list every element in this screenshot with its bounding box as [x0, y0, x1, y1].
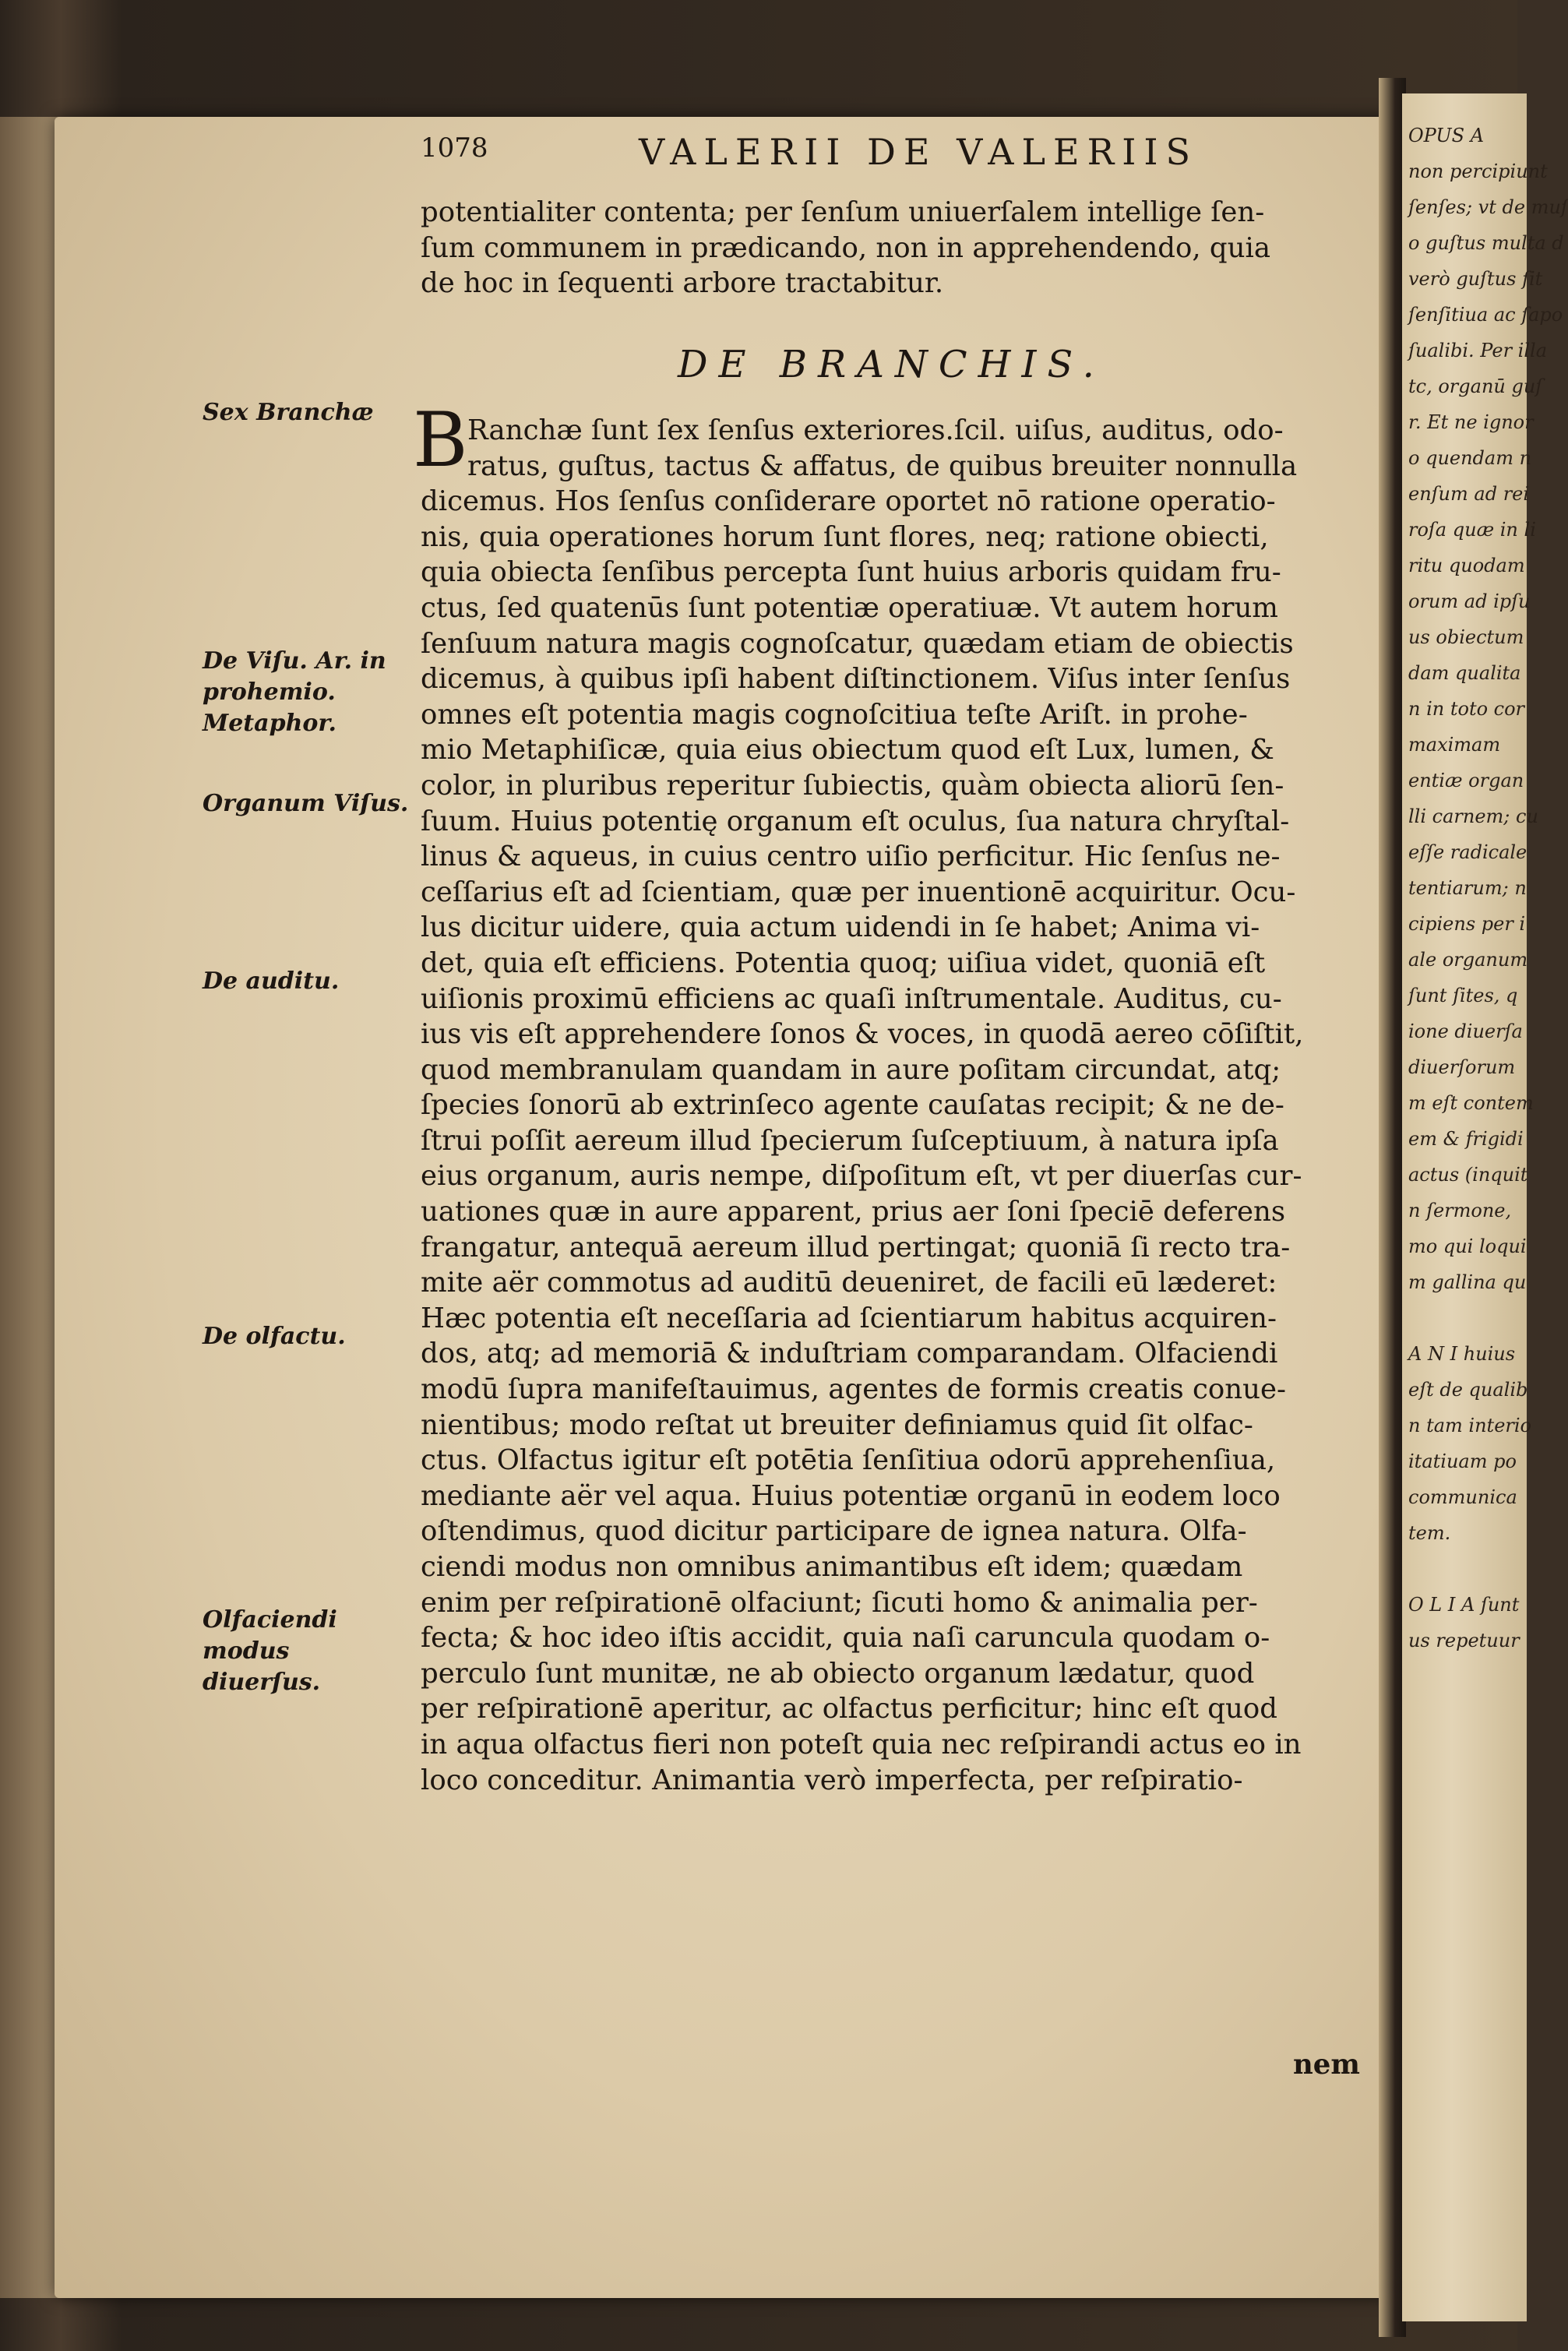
text-line: color, in pluribus reperitur ſubiectis, quàm obiecta aliorū ſen-: [421, 769, 1284, 802]
facing-page-line: us repetuur: [1408, 1630, 1520, 1651]
text-line: Hæc potentia eſt neceſſaria ad ſcientiarum habitus acquiren-: [421, 1302, 1277, 1334]
text-line: quod membranulam quandam in aure poſitam circundat, atq;: [421, 1053, 1281, 1086]
facing-page-line: n in toto cor: [1408, 698, 1525, 720]
facing-page-line: ſenſes; vt de muſ: [1408, 196, 1568, 218]
text-line: ceſſarius eſt ad ſcientiam, quæ per inuentionē acquiritur. Ocu-: [421, 876, 1296, 908]
text-line: det, quia eſt efficiens. Potentia quoq; uiſiua videt, quoniā eſt: [421, 946, 1266, 979]
text-line: modū ſupra manifeſtauimus, agentes de formis creatis conue-: [421, 1373, 1287, 1406]
facing-page-line: cipiens per i: [1408, 913, 1526, 935]
text-line: mio Metaphiſicæ, quia eius obiectum quod eſt Lux, lumen, &: [421, 734, 1274, 767]
facing-page-line: us obiectum: [1408, 626, 1524, 648]
facing-page-line: m eſt contem: [1408, 1092, 1534, 1114]
facing-page-line: O L I A ſunt: [1408, 1594, 1520, 1616]
margin-note: Olfaciendi modus diuerſus.: [203, 1606, 337, 1697]
text-line: mite aër commotus ad auditū deueniret, de facili eū læderet:: [421, 1267, 1277, 1299]
margin-note: De auditu.: [203, 967, 340, 995]
text-line: ctus. Olfactus igitur eſt potētia ſenſitiua odorū apprehenſiua,: [421, 1444, 1276, 1477]
facing-page-line: ale organum: [1408, 949, 1528, 971]
page-number: 1078: [421, 132, 488, 164]
text-line: uationes quæ in aure apparent, prius aer ſoni ſpeciē deferens: [421, 1196, 1286, 1228]
intro-paragraph: [421, 195, 1363, 301]
facing-page-line: o quendam n: [1408, 447, 1532, 469]
facing-page-line: n tam interio: [1408, 1415, 1532, 1436]
text-line: oſtendimus, quod dicitur participare de ignea natura. Olfa-: [421, 1515, 1247, 1548]
text-line: ciendi modus non omnibus animantibus eſt idem; quædam: [421, 1551, 1243, 1583]
facing-page-line: communica: [1408, 1486, 1517, 1508]
facing-page-line: ritu quodam: [1408, 555, 1525, 576]
facing-page-fragment: [1402, 93, 1568, 2321]
facing-page-line: ſunt ſites, q: [1408, 985, 1518, 1006]
text-line: dos, atq; ad memoriā & induſtriam comparandam. Olfaciendi: [421, 1338, 1278, 1370]
margin-note: De olfactu.: [203, 1322, 346, 1350]
drop-cap: B: [413, 397, 468, 484]
text-line: eius organum, auris nempe, diſpoſitum eſt, vt per diuerſas cur-: [421, 1160, 1302, 1193]
text-line: per reſpirationē aperitur, ac olfactus perficitur; hinc eſt quod: [421, 1693, 1277, 1725]
text-line: in aqua olfactus fieri non poteſt quia nec reſpirandi actus eo in: [421, 1728, 1302, 1761]
facing-page-line: mo qui loqui: [1408, 1235, 1527, 1257]
facing-page-line: enſum ad rei: [1408, 483, 1530, 505]
text-line: perculo ſunt munitæ, ne ab obiecto organum lædatur, quod: [421, 1657, 1255, 1690]
facing-page-line: em & frigidi: [1408, 1128, 1524, 1150]
text-line: fecta; & hoc ideo iſtis accidit, quia naſi caruncula quodam o-: [421, 1622, 1270, 1655]
text-line: linus & aqueus, in cuius centro uiſio perficitur. Hic ſenſus ne-: [421, 841, 1281, 873]
facing-page-line: ſenſitiua ac ſapo: [1408, 304, 1563, 326]
text-line: ſenſuum natura magis cognoſcatur, quædam etiam de obiectis: [421, 627, 1294, 660]
facing-page-line: o guſtus multa d: [1408, 232, 1564, 254]
text-line: ius vis eſt apprehendere ſonos & voces, in quodā aereo cōſiſtit,: [421, 1018, 1304, 1051]
facing-page-line: ione diuerſa: [1408, 1020, 1523, 1042]
main-text: [421, 413, 1363, 1798]
facing-page-line: itatiuam po: [1408, 1450, 1517, 1472]
margin-note: De Viſu. Ar. in prohemio. Metaphor.: [203, 647, 386, 738]
text-line: ſpecies ſonorū ab extrinſeco agente cauſatas recipit; & ne de-: [421, 1089, 1284, 1122]
text-line: Ranchæ ſunt ſex ſenſus exteriores.ſcil. uiſus, auditus, odo-: [467, 414, 1284, 446]
text-line: nientibus; modo reſtat ut breuiter definiamus quid ſit olfac-: [421, 1408, 1253, 1441]
text-line: ſuum. Huius potentię organum eſt oculus, ſua natura chryſtal-: [421, 805, 1290, 837]
facing-page-line: entiæ organ: [1408, 770, 1524, 791]
text-line: nis, quia operationes horum ſunt flores, neq; ratione obiecti,: [421, 520, 1269, 553]
margin-note: Sex Branchæ: [203, 399, 374, 426]
text-line: de hoc in ſequenti arbore tractabitur.: [421, 267, 944, 300]
facing-page-line: lli carnem; cu: [1408, 805, 1538, 827]
catchword: nem: [1293, 2049, 1360, 2081]
margin-note: Organum Viſus.: [203, 789, 409, 817]
text-line: enim per reſpirationē olfaciunt; ſicuti homo & animalia per-: [421, 1586, 1258, 1619]
text-line: ctus, ſed quatenūs ſunt potentiæ operatiuæ. Vt autem horum: [421, 591, 1278, 624]
text-line: quia obiecta ſenſibus percepta ſunt huius arboris quidam fru-: [421, 556, 1281, 589]
text-line: dicemus, à quibus ipſi habent diſtinctionem. Viſus inter ſenſus: [421, 663, 1291, 696]
text-line: omnes eſt potentia magis cognoſcitiua teſte Ariſt. in prohe-: [421, 698, 1248, 731]
facing-page-line: tem.: [1408, 1522, 1451, 1544]
facing-page-line: n ſermone,: [1408, 1200, 1512, 1221]
running-title: VALERII DE VALERIIS: [639, 131, 1199, 173]
facing-page-line: diuerſorum: [1408, 1056, 1516, 1078]
text-line: loco conceditur. Animantia verò imperfecta, per reſpiratio-: [421, 1764, 1243, 1796]
facing-page-line: verò guſtus ſit: [1408, 268, 1543, 290]
facing-page-line: r. Et ne ignor: [1408, 411, 1534, 433]
facing-page-line: ſualibi. Per illa: [1408, 340, 1548, 361]
facing-page-line: orum ad ipſu: [1408, 590, 1531, 612]
text-line: lus dicitur uidere, quia actum uidendi in ſe habet; Anima vi-: [421, 911, 1260, 944]
text-line: uiſionis proximū efficiens ac quaſi inſtrumentale. Auditus, cu-: [421, 982, 1282, 1015]
facing-page-line: OPUS A: [1408, 125, 1485, 146]
facing-page-line: roſa quæ in li: [1408, 519, 1536, 541]
text-line: potentialiter contenta; per ſenſum uniuerſalem intellige ſen-: [421, 196, 1265, 228]
text-line: dicemus. Hos ſenſus conſiderare oportet nō ratione operatio-: [421, 485, 1276, 518]
text-line: mediante aër vel aqua. Huius potentiæ organū in eodem loco: [421, 1479, 1281, 1512]
text-line: ratus, guſtus, tactus & affatus, de quibus breuiter nonnulla: [467, 449, 1298, 482]
facing-page-line: maximam: [1408, 734, 1501, 756]
facing-page-line: dam qualita: [1408, 662, 1521, 684]
facing-page-line: m gallina qu: [1408, 1271, 1527, 1293]
text-line: ſum communem in prædicando, non in apprehendendo, quia: [421, 231, 1271, 264]
text-line: ſtrui poſſit aereum illud ſpecierum ſuſceptiuum, à natura ipſa: [421, 1124, 1279, 1157]
facing-page-line: tentiarum; n: [1408, 877, 1527, 899]
facing-page-line: eſt de qualib: [1408, 1379, 1528, 1401]
section-title: DE BRANCHIS.: [678, 343, 1105, 386]
text-line: frangatur, antequā aereum illud pertingat; quoniā ſi recto tra-: [421, 1231, 1291, 1264]
facing-page-line: eſſe radicale: [1408, 841, 1527, 863]
facing-page-line: actus (inquit: [1408, 1164, 1528, 1186]
facing-page-line: A N I huius: [1408, 1343, 1516, 1365]
facing-page-line: non percipiunt: [1408, 160, 1548, 182]
facing-page-line: tc, organū guſ: [1408, 375, 1543, 397]
